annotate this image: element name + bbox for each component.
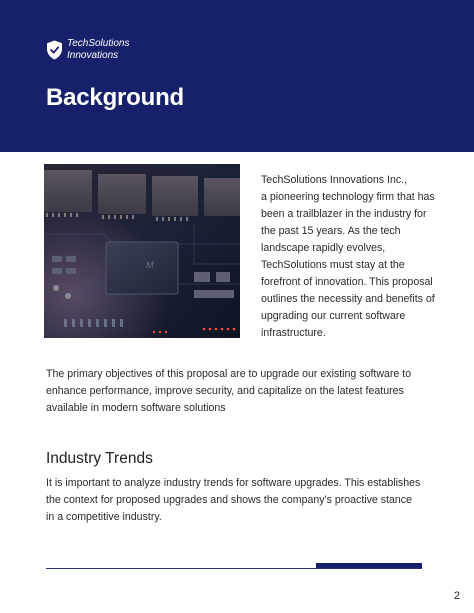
brand-name [67,38,129,62]
footer-accent-bar [316,563,422,568]
svg-text:M: M [146,260,154,270]
industry-trends-heading: Industry Trends [46,450,153,467]
intro-paragraph: TechSolutions Innovations Inc., a pioneering technology firm that has been a trailblazer in the industry for the past 15 years. As the tech landscape rapidly evolves, TechSolutions must stay at the forefront of innovation. This proposal outlines the necessity and benefits of upgrading our current software infrastructure. [261,174,435,339]
circuit-board-photo [44,164,240,338]
page-title: Background [46,84,185,111]
brand-name-line2: Innovations [67,50,119,61]
footer-divider [46,568,422,569]
industry-trends-paragraph: It is important to analyze industry trends for software upgrades. This establishes the context for proposed upgrades and shows the company's proactive stance in a competitive industry. [46,477,421,523]
brand-logo [46,38,129,62]
circuit-board-image [44,164,240,338]
brand-name-line1: TechSolutions [67,38,130,49]
objectives-paragraph: The primary objectives of this proposal are to upgrade our existing software to enhance performance, improve security, and capitalize on the latest features available in modern software solutions [46,368,412,414]
page-header [0,0,474,152]
page-number: 2 [453,590,460,602]
shield-check-icon [46,40,63,60]
